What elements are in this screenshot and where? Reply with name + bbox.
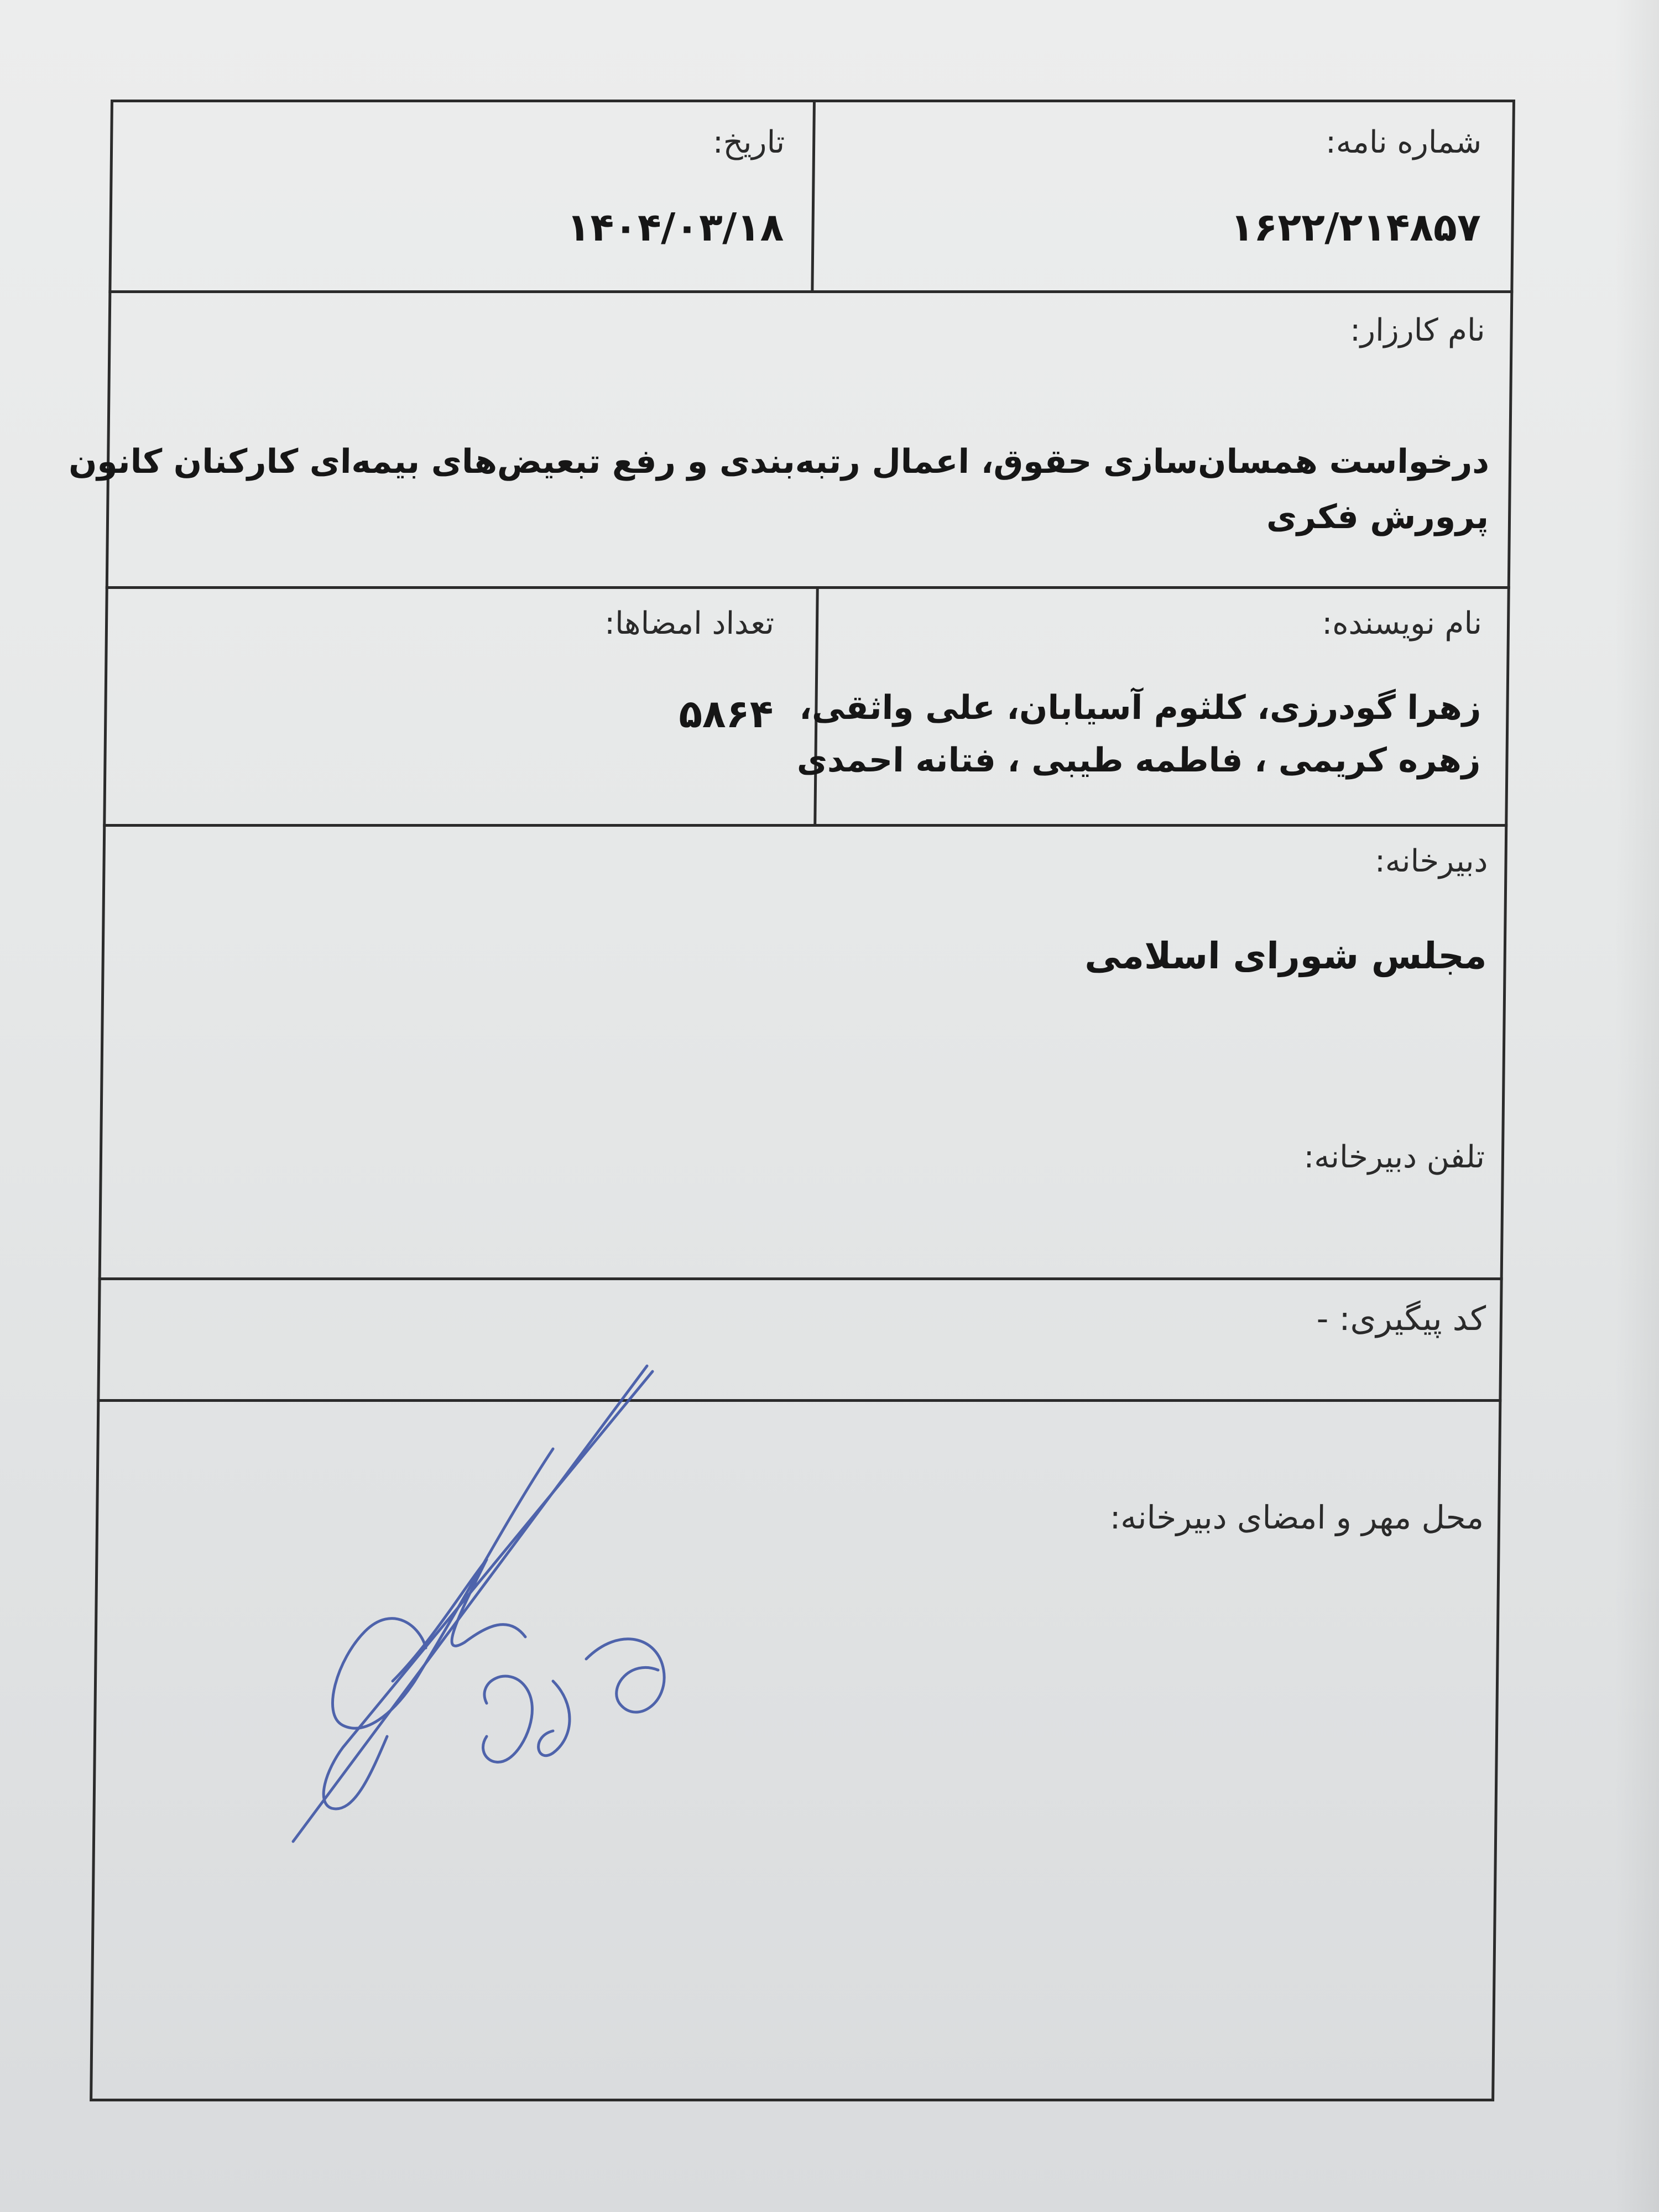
row-divider-1 [108,290,1513,293]
row-divider-4 [98,1277,1503,1280]
paper-edge-shadow [1615,0,1659,2212]
campaign-name-line-2: پرورش فکری [1266,498,1489,536]
date-label: تاریخ: [712,124,785,160]
signature-tail-stroke [539,1681,570,1756]
signature-end-stroke [586,1639,664,1712]
letter-number-label: شماره نامه: [1325,124,1482,160]
tracking-code-label [1316,1300,1486,1338]
stamp-signature-label: محل مهر و امضای دبیرخانه: [1109,1499,1484,1536]
row-divider-3 [103,824,1507,827]
signature-count-value: ۵۸۶۴ [679,691,774,737]
secretariat-value: مجلس شورای اسلامی [1084,935,1488,977]
tracking-code-label-text: کد پیگیری: [1339,1300,1486,1338]
signature-diagonal-stroke [332,1449,553,1728]
signature-long-stroke-2 [324,1371,653,1809]
letter-number-value: ۱۶۲۲/۲۱۴۸۵۷ [1230,205,1481,250]
secretariat-label: دبیرخانه: [1374,843,1488,879]
author-names-line-2: زهره کریمی ، فاطمه طیبی ، فتانه احمدی [796,741,1481,780]
signature-long-stroke [293,1366,647,1841]
secretariat-phone-label: تلفن دبیرخانه: [1303,1139,1485,1175]
tracking-code-value: - [1316,1300,1329,1338]
campaign-name-label: نام کارزار: [1349,312,1485,348]
date-value: ۱۴۰۴/۰۳/۱۸ [566,205,785,250]
signature-loop-stroke [483,1676,533,1762]
author-label: نام نویسنده: [1322,606,1483,641]
row-divider-2 [106,586,1510,589]
handwritten-signature [276,1349,747,1858]
author-names-line-1: زهرا گودرزی، کلثوم آسیابان، علی واثقی، [799,688,1481,727]
campaign-name-line-1: درخواست همسان‌سازی حقوق، اعمال رتبه‌بندی و رفع تبعیض‌های بیمه‌ای کارکنان کانون [68,442,1490,481]
signature-count-label: تعداد امضاها: [604,606,775,641]
